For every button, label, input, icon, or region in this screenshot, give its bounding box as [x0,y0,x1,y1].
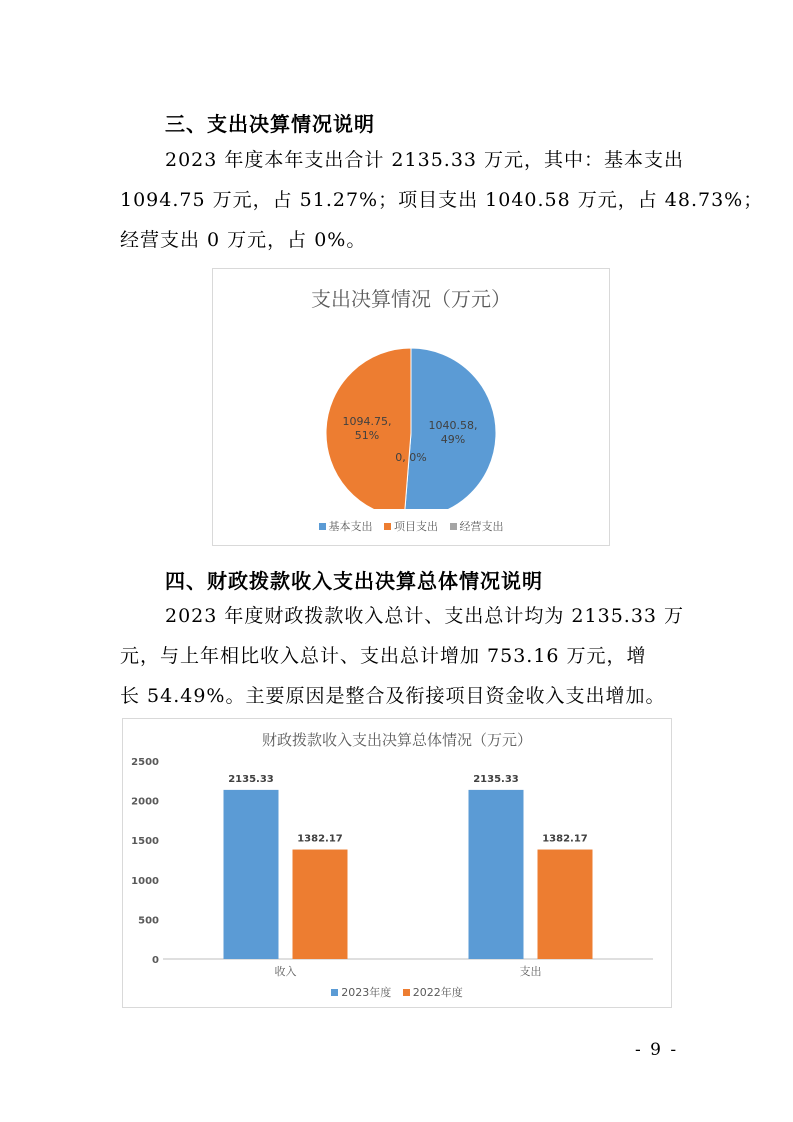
pie-chart [213,269,609,509]
pie-legend [213,518,609,534]
y-tick-label: 2500 [131,757,159,768]
y-tick-label: 1500 [131,836,159,848]
y-tick-label: 0 [152,955,159,966]
bar-data-label: 2135.33 [228,773,274,785]
paragraph-line: 2023 年度本年支出合计 2135.33 万元，其中：基本支出 [165,149,685,171]
y-tick-label: 1000 [131,875,159,887]
pie-data-label: 0, 0% [395,451,427,464]
legend-label: 基本支出 [328,520,373,533]
bar-chart-container [122,718,672,1008]
paragraph-line: 经营支出 0 万元，占 0%。 [120,229,367,251]
paragraph-line: 长 54.49%。主要原因是整合及衔接项目资金收入支出增加。 [120,685,666,707]
x-tick-label: 收入 [274,965,297,978]
paragraph-line: 2023 年度财政拨款收入总计、支出总计均为 2135.33 万 [165,605,685,627]
legend-label: 2023年度 [341,986,392,999]
legend-swatch [403,989,410,996]
bar [538,850,593,959]
section-heading-expenditure: 三、支出决算情况说明 [165,112,375,136]
pie-chart-container [212,268,610,546]
legend-label: 2022年度 [412,986,463,999]
legend-label: 经营支出 [459,520,504,533]
section-heading-fiscal: 四、财政拨款收入支出决算总体情况说明 [165,569,543,593]
bar-chart-title: 财政拨款收入支出决算总体情况（万元） [261,731,532,749]
paragraph-line: 元，与上年相比收入总计、支出总计增加 753.16 万元，增 [120,645,647,667]
page-number: - 9 - [635,1040,679,1060]
legend-swatch [450,523,457,530]
y-tick-label: 500 [138,915,159,927]
bar [293,850,348,959]
legend-swatch [384,523,391,530]
bar-data-label: 2135.33 [473,773,519,785]
legend-item-2023 [331,986,391,999]
legend-swatch [319,523,326,530]
pie-data-label: 1040.58, 49% [428,419,478,446]
legend-item-basic [319,520,373,533]
legend-item-2022 [403,986,463,999]
bar-chart [123,719,671,979]
paragraph-line: 1094.75 万元，占 51.27%；项目支出 1040.58 万元，占 48.73%； [120,189,764,211]
legend-label: 项目支出 [394,520,438,533]
bar-legend [123,984,671,1000]
bar [469,790,524,959]
pie-data-label: 1094.75, 51% [342,415,392,442]
legend-item-operating [450,520,504,533]
bar-data-label: 1382.17 [542,833,588,845]
pie-chart-title: 支出决算情况（万元） [311,287,511,311]
x-tick-label: 支出 [519,965,542,978]
bar-data-label: 1382.17 [297,833,343,845]
y-tick-label: 2000 [131,796,159,808]
bar [224,790,279,959]
legend-item-project [384,520,438,533]
legend-swatch [331,989,338,996]
